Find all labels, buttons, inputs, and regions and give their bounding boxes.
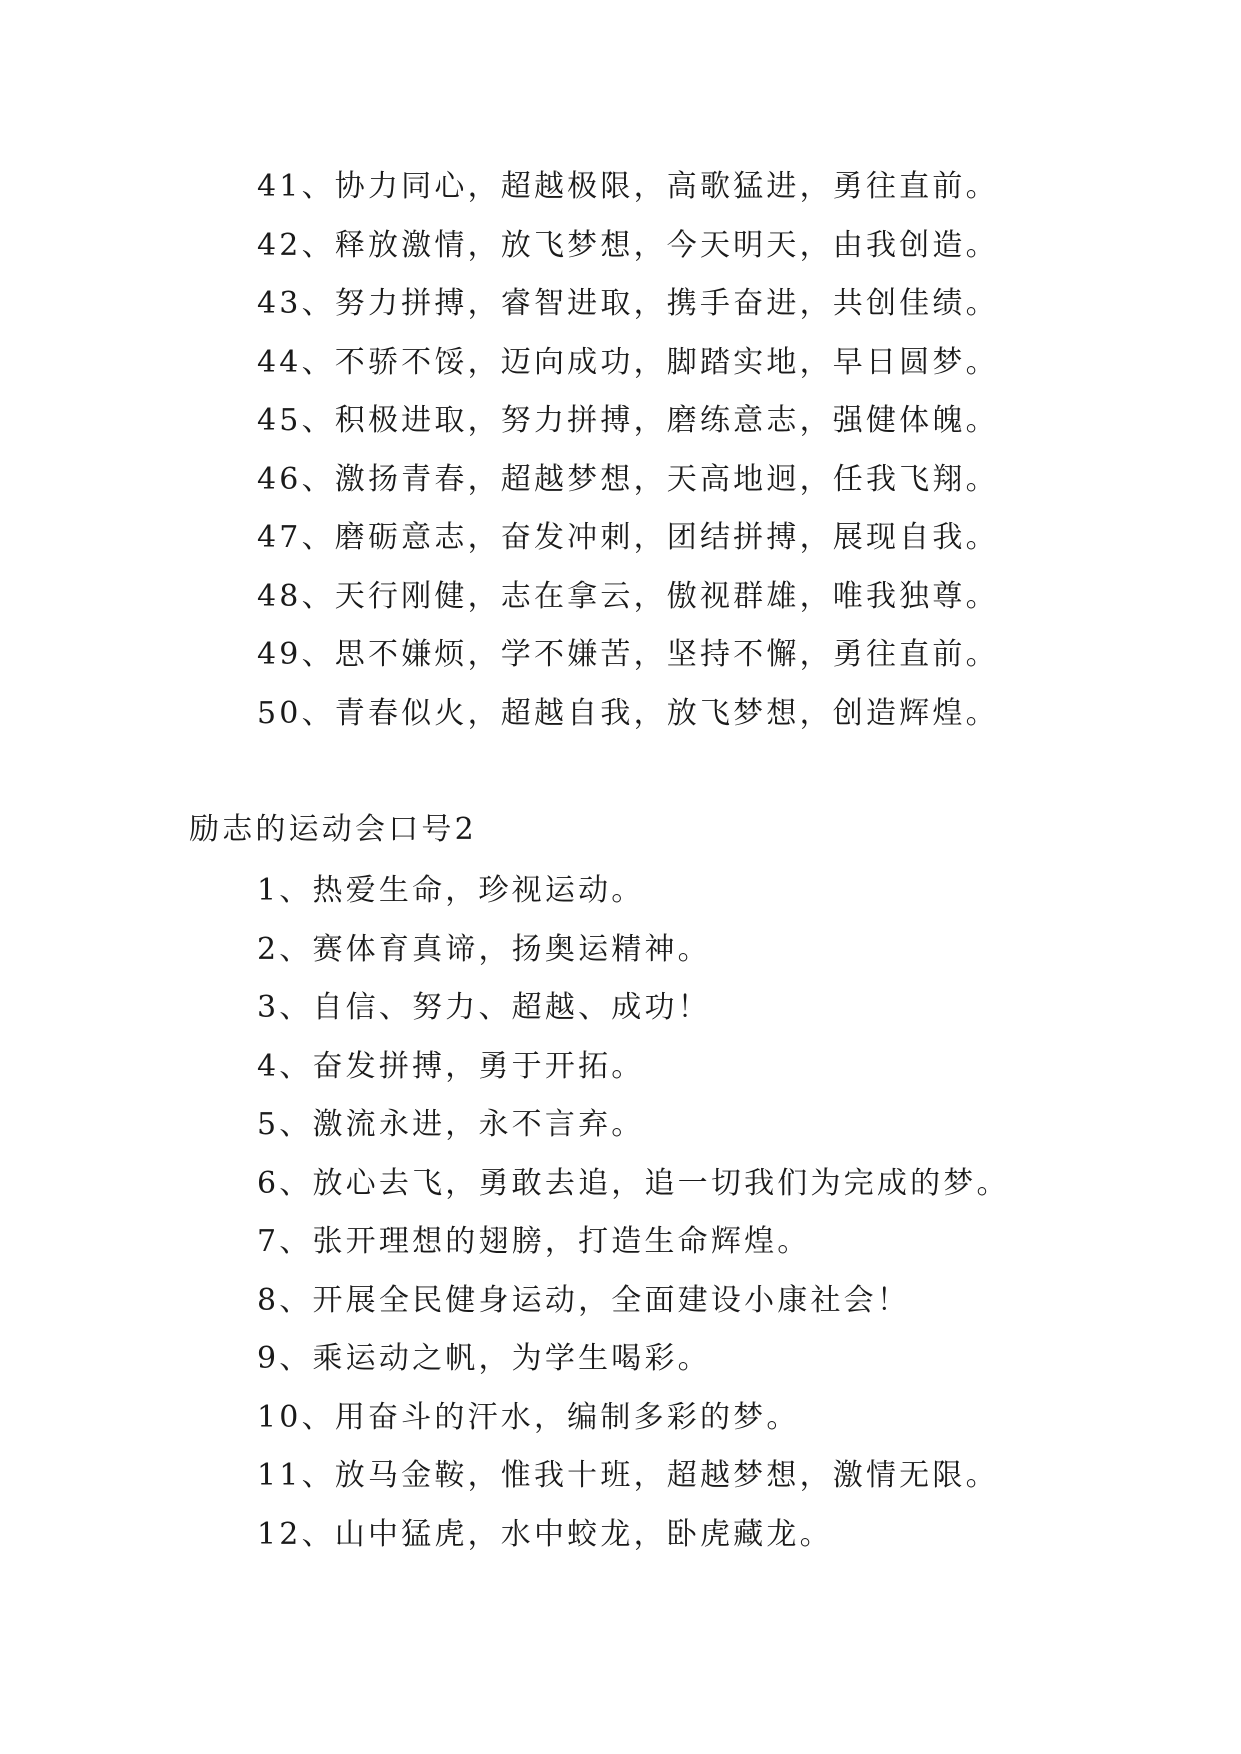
slogan-line: 50、青春似火，超越自我，放飞梦想，创造辉煌。 — [257, 695, 999, 731]
slogan-line: 8、开展全民健身运动，全面建设小康社会！ — [257, 1282, 911, 1318]
slogan-line: 48、天行刚健，志在拿云，傲视群雄，唯我独尊。 — [257, 578, 999, 614]
slogan-line: 49、思不嫌烦，学不嫌苦，坚持不懈，勇往直前。 — [257, 637, 999, 672]
slogan-line: 11、放马金鞍，惟我十班，超越梦想，激情无限。 — [257, 1458, 999, 1493]
slogan-line: 3、自信、努力、超越、成功！ — [257, 990, 711, 1025]
slogan-list-one — [257, 158, 999, 743]
slogan-line: 6、放心去飞，勇敢去追，追一切我们为完成的梦。 — [257, 1165, 1010, 1201]
slogan-line: 2、赛体育真谛，扬奥运精神。 — [257, 931, 711, 967]
slogan-line: 43、努力拼搏，睿智进取，携手奋进，共创佳绩。 — [257, 286, 999, 321]
slogan-line: 46、激扬青春，超越梦想，天高地迥，任我飞翔。 — [257, 461, 999, 497]
slogan-line: 45、积极进取，努力拼搏，磨练意志，强健体魄。 — [257, 403, 999, 438]
slogan-line: 5、激流永进，永不言弃。 — [257, 1107, 645, 1142]
slogan-line: 7、张开理想的翅膀，打造生命辉煌。 — [257, 1224, 811, 1259]
slogan-line: 41、协力同心，超越极限，高歌猛进，勇往直前。 — [257, 169, 999, 204]
slogan-line: 47、磨砺意志，奋发冲刺，团结拼搏，展现自我。 — [257, 520, 999, 555]
slogan-line: 9、乘运动之帆，为学生喝彩。 — [257, 1341, 711, 1376]
slogan-line: 44、不骄不馁，迈向成功，脚踏实地，早日圆梦。 — [257, 344, 999, 380]
slogan-line: 12、山中猛虎，水中蛟龙，卧虎藏龙。 — [257, 1516, 833, 1552]
slogan-line: 10、用奋斗的汗水，编制多彩的梦。 — [257, 1399, 800, 1435]
slogan-list-two — [257, 862, 1010, 1564]
section-heading: 励志的运动会口号2 — [189, 812, 477, 847]
slogan-line: 1、热爱生命，珍视运动。 — [257, 873, 645, 908]
slogan-line: 4、奋发拼搏，勇于开拓。 — [257, 1048, 645, 1084]
slogan-line: 42、释放激情，放飞梦想，今天明天，由我创造。 — [257, 227, 999, 263]
